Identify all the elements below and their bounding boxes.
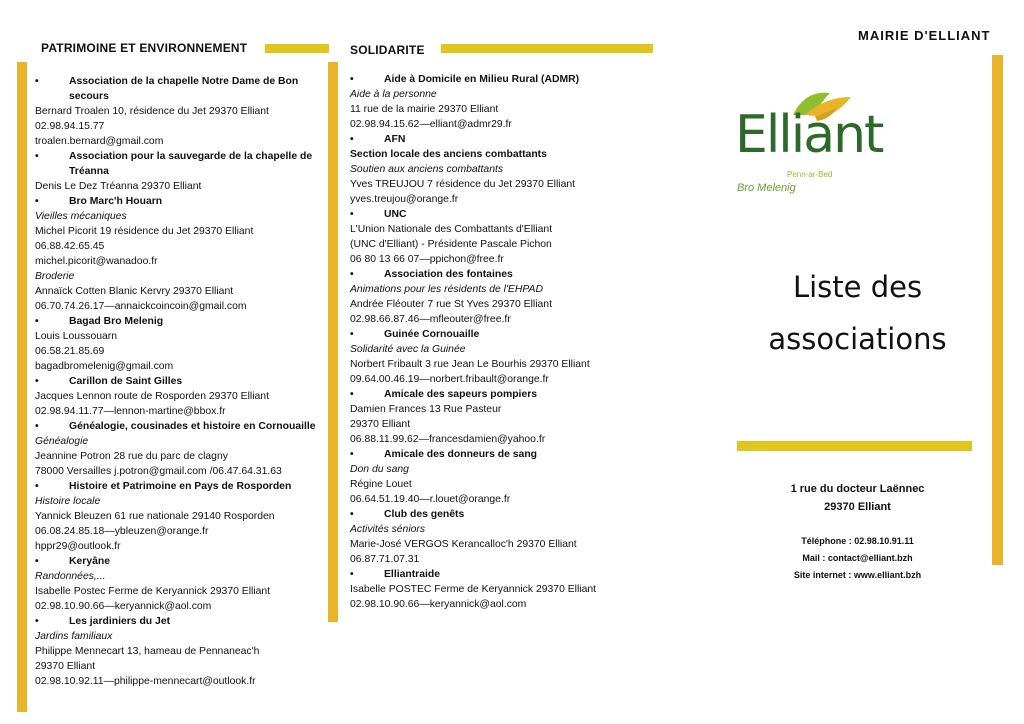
association-name-text: Keryâne [69,556,111,567]
association-name [350,72,640,87]
contact-line: Louis Loussouarn [35,331,118,342]
contact-line: michel.picorit@wanadoo.fr [35,256,158,267]
bullet: • [35,421,39,432]
association-name-text: Elliantraide [384,569,441,580]
logo-subtitle: Penn-ar-Bed [787,170,833,179]
logo-wordmark: Elliant [735,105,883,165]
contact-line: 02.98.94.15.62—elliant@admr29.fr [350,119,512,130]
contact-line: Norbert Fribault 3 rue Jean Le Bourhis 29370 Elliant [350,359,590,370]
address-line-1: 1 rue du docteur Laënnec [790,483,925,495]
contact-line: 02.98.10.92.11—philippe-mennecart@outlook.fr [35,676,256,687]
bullet: • [350,389,354,400]
address-line-2: 29370 Elliant [824,501,891,513]
association-name [350,147,640,162]
activity-line: Généalogie [35,436,89,447]
association-name-text: Club des genêts [384,509,465,520]
main-title-line-1: Liste des [792,270,923,304]
mairie-title: MAIRIE D'ELLIANT [858,28,991,43]
association-name-text: AFN [384,134,406,145]
activity-line: Jardins familiaux [35,631,113,642]
bullet: • [350,449,354,460]
association-entry [35,614,320,689]
association-name [35,554,320,569]
association-entry [350,207,640,267]
association-name [350,327,640,342]
association-name [35,194,320,209]
association-entry [350,507,640,567]
contact-line: Isabelle POSTEC Ferme de Keryannick 29370 Elliant [350,584,597,595]
association-name-text: Amicale des donneurs de sang [384,449,538,460]
association-name [35,419,320,434]
contact-line: 06.08.24.85.18—ybleuzen@orange.fr [35,526,209,537]
contact-line: Isabelle Postec Ferme de Keryannick 29370 Elliant [35,586,271,597]
contact-line: (UNC d'Elliant) - Présidente Pascale Pichon [350,239,552,250]
association-name [350,267,640,282]
association-name-text: Guinée Cornouaille [384,329,480,340]
association-name-text: Les jardiniers du Jet [69,616,171,627]
bullet: • [350,329,354,340]
activity-line: Animations pour les résidents de l'EHPAD [350,284,543,295]
contact-line: troalen.bernard@gmail.com [35,136,164,147]
association-name [350,447,640,462]
association-name [35,74,320,104]
bullet: • [35,376,39,387]
contact-line: 02.98.66.87.46—mfleouter@free.fr [350,314,511,325]
bullet: • [35,556,39,567]
association-entry [350,267,640,327]
middle-vertical-bar [328,62,338,622]
bullet: • [350,74,354,85]
bullet: • [350,209,354,220]
contact-line: Yannick Bleuzen 61 rue nationale 29140 Rosporden [35,511,275,522]
association-name-text: Aide à Domicile en Milieu Rural (ADMR) [384,74,580,85]
contact-line: 11 rue de la mairie 29370 Elliant [350,104,499,115]
bullet: • [35,481,39,492]
association-entry [350,132,640,147]
association-entry [35,194,320,314]
contact-line: Jacques Lennon route de Rosporden 29370 Elliant [35,391,269,402]
association-name-text: Association des fontaines [384,269,513,280]
main-title-line-2: associations [768,322,947,356]
bullet: • [350,134,354,145]
contact-line: 06 80 13 66 07—ppichon@free.fr [350,254,504,265]
association-entry [35,554,320,614]
activity-line: Solidarité avec la Guinée [350,344,466,355]
association-name [350,567,640,582]
association-name [35,149,320,179]
association-name [35,374,320,389]
title-underline-bar [441,44,653,53]
association-name [35,614,320,629]
association-name-text: Bro Marc'h Houarn [69,196,163,207]
mail-line: Mail : contact@elliant.bzh [802,553,913,563]
bullet: • [350,569,354,580]
contact-line: 02.98.10.90.66—keryannick@aol.com [35,601,212,612]
contact-line: 02.98.94.11.77—lennon-martine@bbox.fr [35,406,226,417]
contact-line: hppr29@outlook.fr [35,541,121,552]
contact-line: Denis Le Dez Tréanna 29370 Elliant [35,181,202,192]
association-entry [35,479,320,554]
bullet: • [350,269,354,280]
contact-line: 09.64.00.46.19—norbert.fribault@orange.fr [350,374,549,385]
section-title-solidarite: SOLIDARITE [350,43,425,57]
contact-line: 02.98.94.15.77 [35,121,105,132]
association-entry [350,72,640,132]
contact-line: Régine Louet [350,479,412,490]
solidarite-list [350,72,640,612]
contact-line: 06.88.11.99.62—francesdamien@yahoo.fr [350,434,546,445]
association-entry [35,74,320,149]
accent-bar [737,441,972,451]
contact-line: Andrée Fléouter 7 rue St Yves 29370 Elliant [350,299,552,310]
association-name [350,507,640,522]
website-line: Site internet : www.elliant.bzh [793,570,922,580]
contact-line: Philippe Mennecart 13, hameau de Pennaneac'h [35,646,260,657]
contact-line: 78000 Versailles j.potron@gmail.com /06.47.64.31.63 [35,466,282,477]
bullet: • [35,76,39,87]
activity-line: Broderie [35,271,75,282]
bullet: • [35,616,39,627]
contact-line: 06.87.71.07.31 [350,554,420,565]
contact-line: Damien Frances 13 Rue Pasteur [350,404,502,415]
phone-line: Téléphone : 02.98.10.91.11 [801,536,914,546]
activity-line: Soutien aux anciens combattants [350,164,504,175]
activity-line: Vieilles mécaniques [35,211,127,222]
title-underline-bar [265,44,329,53]
activity-line: Randonnées,... [35,571,106,582]
association-name-text: Carillon de Saint Gilles [69,376,183,387]
association-entry [350,327,640,387]
contact-line: 06.88.42.65.45 [35,241,105,252]
activity-line: Histoire locale [35,496,101,507]
association-entry [350,387,640,447]
association-name-text: UNC [384,209,407,220]
association-name [350,387,640,402]
right-vertical-bar [992,55,1003,565]
association-entry [350,567,640,612]
contact-line: Yves TREUJOU 7 résidence du Jet 29370 Elliant [350,179,576,190]
elliant-logo [735,85,885,195]
bullet: • [35,151,39,162]
contact-line: Jeannine Potron 28 rue du parc de clagny [35,451,228,462]
contact-line: 02.98.10.90.66—keryannick@aol.com [350,599,527,610]
association-entry [35,314,320,374]
association-name-text: Amicale des sapeurs pompiers [384,389,538,400]
contact-line: 29370 Elliant [350,419,411,430]
association-name-text: Bagad Bro Melenig [69,316,164,327]
contact-line: Michel Picorit 19 résidence du Jet 29370 Elliant [35,226,254,237]
contact-line: L'Union Nationale des Combattants d'Elliant [350,224,553,235]
association-name-text: Généalogie, cousinades et histoire en Cornouaille [69,421,316,432]
contact-line: yves.treujou@orange.fr [350,194,459,205]
association-entry [350,147,640,207]
contact-line: 06.64.51.19.40—r.louet@orange.fr [350,494,511,505]
association-entry [35,149,320,194]
activity-line: Activités séniors [350,524,426,535]
association-name-text: Histoire et Patrimoine en Pays de Rosporden [69,481,292,492]
association-entry [35,419,320,479]
logo-bro-melenig: Bro Melenig [737,182,796,194]
association-name [35,479,320,494]
contact-line: 06.70.74.26.17—annaickcoincoin@gmail.com [35,301,247,312]
association-name-text: Association de la chapelle Notre Dame de Bon secours [69,76,299,102]
association-name-text: Association pour la sauvegarde de la chapelle de Tréanna [69,151,313,177]
contact-line: 06.58.21.85.69 [35,346,105,357]
section-title-patrimoine: PATRIMOINE ET ENVIRONNEMENT [41,41,248,55]
association-name-text: Section locale des anciens combattants [350,149,547,160]
contact-line: Marie-José VERGOS Kerancalloc'h 29370 Elliant [350,539,577,550]
association-entry [350,447,640,507]
activity-line: Don du sang [350,464,409,475]
contact-line: 29370 Elliant [35,661,96,672]
bullet: • [35,196,39,207]
left-vertical-bar [17,62,27,712]
association-name [350,132,640,147]
association-entry [35,374,320,419]
association-name [350,207,640,222]
contact-line: bagadbromelenig@gmail.com [35,361,174,372]
patrimoine-list [35,74,320,689]
bullet: • [35,316,39,327]
bullet: • [350,509,354,520]
activity-line: Aide à la personne [350,89,437,100]
association-name [35,314,320,329]
contact-line: Annaïck Cotten Blanic Kervry 29370 Elliant [35,286,234,297]
contact-line: Bernard Troalen 10, résidence du Jet 29370 Elliant [35,106,269,117]
